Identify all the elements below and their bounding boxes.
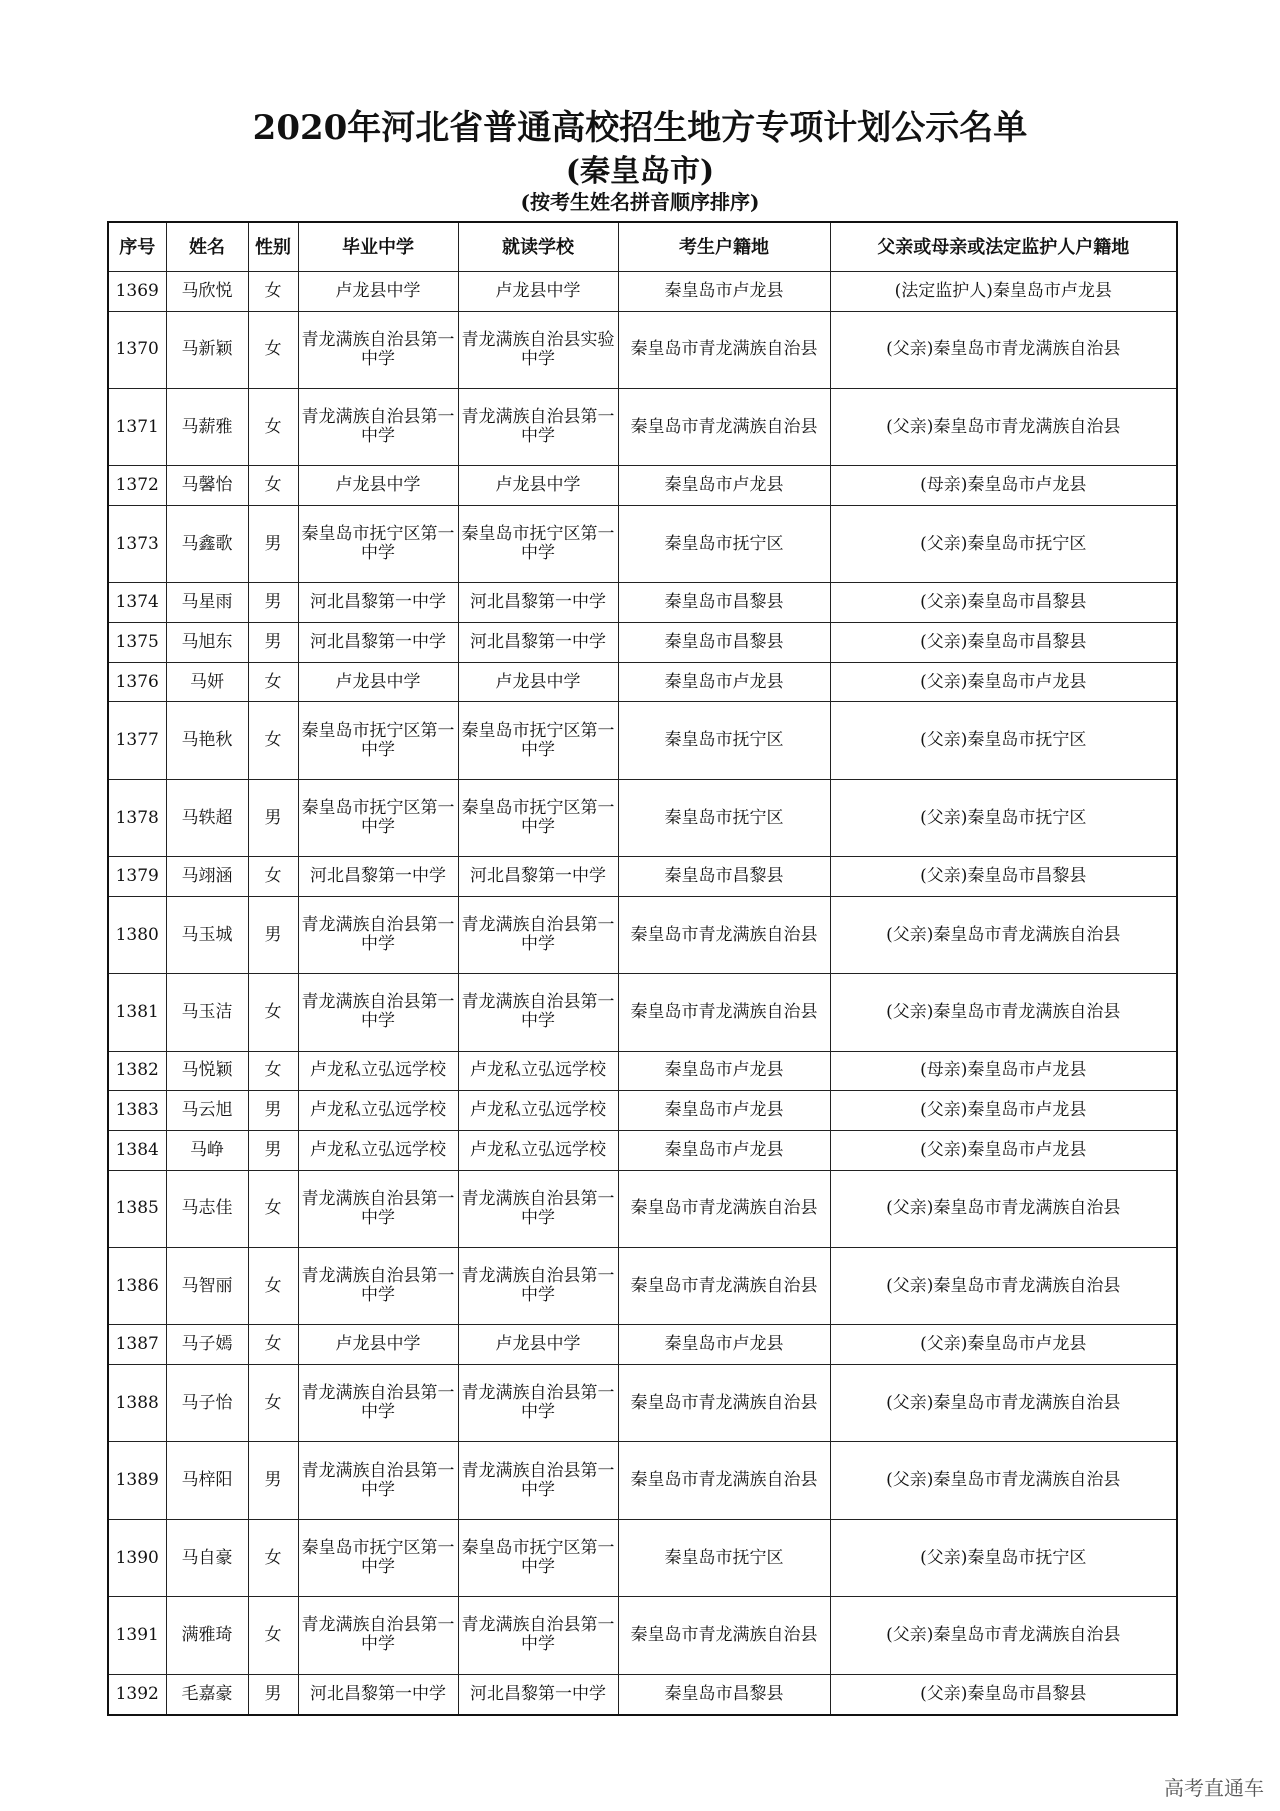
- table-cell: 1373: [108, 506, 166, 583]
- table-cell: 毛嘉豪: [166, 1674, 248, 1715]
- table-cell: 卢龙县中学: [458, 662, 618, 702]
- table-cell: 青龙满族自治县第一中学: [298, 1597, 458, 1674]
- table-cell: 河北昌黎第一中学: [458, 583, 618, 623]
- table-cell: (父亲)秦皇岛市抚宁区: [830, 506, 1177, 583]
- table-row: [108, 662, 1177, 702]
- table-cell: 女: [248, 1519, 298, 1596]
- table-cell: (父亲)秦皇岛市卢龙县: [830, 1325, 1177, 1365]
- table-cell: 马子嫣: [166, 1325, 248, 1365]
- table-cell: 满雅琦: [166, 1597, 248, 1674]
- table-cell: 1370: [108, 311, 166, 388]
- table-cell: 马玉洁: [166, 974, 248, 1051]
- table-cell: 青龙满族自治县第一中学: [458, 389, 618, 466]
- table-cell: (父亲)秦皇岛市青龙满族自治县: [830, 311, 1177, 388]
- table-body: [108, 272, 1177, 1716]
- table-cell: (父亲)秦皇岛市昌黎县: [830, 857, 1177, 897]
- table-cell: 女: [248, 272, 298, 312]
- table-cell: 河北昌黎第一中学: [298, 623, 458, 663]
- table-cell: 马子怡: [166, 1365, 248, 1442]
- table-cell: 青龙满族自治县第一中学: [298, 974, 458, 1051]
- table-cell: 女: [248, 1248, 298, 1325]
- table-cell: 秦皇岛市青龙满族自治县: [618, 896, 830, 973]
- table-cell: 女: [248, 857, 298, 897]
- table-cell: 女: [248, 702, 298, 779]
- table-row: [108, 974, 1177, 1051]
- table-cell: 卢龙县中学: [458, 1325, 618, 1365]
- table-cell: 秦皇岛市抚宁区第一中学: [458, 702, 618, 779]
- table-cell: 男: [248, 1131, 298, 1171]
- table-cell: 卢龙私立弘远学校: [298, 1131, 458, 1171]
- table-row: [108, 896, 1177, 973]
- table-row: [108, 779, 1177, 856]
- table-cell: 马妍: [166, 662, 248, 702]
- table-row: [108, 583, 1177, 623]
- table-header-row: [108, 222, 1177, 272]
- table-cell: (父亲)秦皇岛市青龙满族自治县: [830, 896, 1177, 973]
- table-cell: 秦皇岛市青龙满族自治县: [618, 1248, 830, 1325]
- table-cell: 卢龙私立弘远学校: [458, 1131, 618, 1171]
- table-cell: 秦皇岛市抚宁区第一中学: [298, 702, 458, 779]
- table-cell: 女: [248, 662, 298, 702]
- table-cell: 青龙满族自治县第一中学: [458, 1248, 618, 1325]
- table-cell: 1379: [108, 857, 166, 897]
- table-cell: (父亲)秦皇岛市卢龙县: [830, 1091, 1177, 1131]
- table-cell: 秦皇岛市青龙满族自治县: [618, 974, 830, 1051]
- table-cell: 1386: [108, 1248, 166, 1325]
- column-header: 姓名: [166, 222, 248, 272]
- table-cell: 马梓阳: [166, 1442, 248, 1519]
- table-cell: 秦皇岛市卢龙县: [618, 1091, 830, 1131]
- table-cell: 1384: [108, 1131, 166, 1171]
- table-cell: 马云旭: [166, 1091, 248, 1131]
- table-cell: 青龙满族自治县第一中学: [298, 311, 458, 388]
- table-cell: 男: [248, 583, 298, 623]
- table-row: [108, 1325, 1177, 1365]
- table-row: [108, 1170, 1177, 1247]
- table-cell: 男: [248, 896, 298, 973]
- column-header: 毕业中学: [298, 222, 458, 272]
- table-cell: 1385: [108, 1170, 166, 1247]
- table-row: [108, 1442, 1177, 1519]
- table-cell: 秦皇岛市青龙满族自治县: [618, 1442, 830, 1519]
- table-row: [108, 857, 1177, 897]
- table-cell: 1376: [108, 662, 166, 702]
- table-cell: 秦皇岛市卢龙县: [618, 1051, 830, 1091]
- roster-table: [107, 221, 1178, 1716]
- table-cell: 卢龙县中学: [458, 272, 618, 312]
- table-cell: (法定监护人)秦皇岛市卢龙县: [830, 272, 1177, 312]
- table-cell: 女: [248, 311, 298, 388]
- table-cell: 青龙满族自治县第一中学: [298, 1365, 458, 1442]
- table-cell: (母亲)秦皇岛市卢龙县: [830, 1051, 1177, 1091]
- table-cell: 1374: [108, 583, 166, 623]
- table-cell: 卢龙私立弘远学校: [458, 1091, 618, 1131]
- table-cell: 马旭东: [166, 623, 248, 663]
- table-cell: 卢龙县中学: [298, 1325, 458, 1365]
- table-cell: 秦皇岛市青龙满族自治县: [618, 1597, 830, 1674]
- table-cell: 马星雨: [166, 583, 248, 623]
- table-row: [108, 1365, 1177, 1442]
- table-cell: 秦皇岛市青龙满族自治县: [618, 1365, 830, 1442]
- table-cell: 1387: [108, 1325, 166, 1365]
- table-cell: (父亲)秦皇岛市青龙满族自治县: [830, 1442, 1177, 1519]
- page-title: 2020年河北省普通高校招生地方专项计划公示名单: [252, 108, 1028, 148]
- table-cell: 1390: [108, 1519, 166, 1596]
- table-cell: 男: [248, 1674, 298, 1715]
- table-row: [108, 1674, 1177, 1715]
- table-cell: 马智丽: [166, 1248, 248, 1325]
- table-cell: 马悦颖: [166, 1051, 248, 1091]
- table-cell: 青龙满族自治县实验中学: [458, 311, 618, 388]
- sort-note: (按考生姓名拼音顺序排序): [520, 190, 760, 214]
- table-row: [108, 1248, 1177, 1325]
- table-row: [108, 466, 1177, 506]
- table-cell: 秦皇岛市抚宁区第一中学: [458, 506, 618, 583]
- table-cell: 秦皇岛市抚宁区: [618, 506, 830, 583]
- table-cell: 河北昌黎第一中学: [458, 857, 618, 897]
- table-cell: 女: [248, 389, 298, 466]
- table-row: [108, 702, 1177, 779]
- table-cell: (父亲)秦皇岛市青龙满族自治县: [830, 1365, 1177, 1442]
- table-cell: 1375: [108, 623, 166, 663]
- table-cell: 1388: [108, 1365, 166, 1442]
- table-cell: 河北昌黎第一中学: [298, 583, 458, 623]
- table-cell: 1372: [108, 466, 166, 506]
- table-cell: (父亲)秦皇岛市青龙满族自治县: [830, 974, 1177, 1051]
- table-cell: 1380: [108, 896, 166, 973]
- table-row: [108, 1597, 1177, 1674]
- table-cell: (父亲)秦皇岛市抚宁区: [830, 1519, 1177, 1596]
- table-cell: 马欣悦: [166, 272, 248, 312]
- table-cell: 秦皇岛市抚宁区第一中学: [298, 779, 458, 856]
- table-cell: 秦皇岛市抚宁区第一中学: [458, 779, 618, 856]
- table-row: [108, 1131, 1177, 1171]
- table-cell: 1389: [108, 1442, 166, 1519]
- table-cell: 秦皇岛市卢龙县: [618, 1325, 830, 1365]
- table-cell: 秦皇岛市卢龙县: [618, 272, 830, 312]
- table-cell: 秦皇岛市青龙满族自治县: [618, 1170, 830, 1247]
- table-cell: (父亲)秦皇岛市抚宁区: [830, 779, 1177, 856]
- table-cell: (父亲)秦皇岛市抚宁区: [830, 702, 1177, 779]
- table-cell: 青龙满族自治县第一中学: [298, 1442, 458, 1519]
- column-header: 序号: [108, 222, 166, 272]
- table-cell: 马峥: [166, 1131, 248, 1171]
- table-cell: 河北昌黎第一中学: [458, 1674, 618, 1715]
- table-cell: 卢龙私立弘远学校: [298, 1051, 458, 1091]
- table-cell: 青龙满族自治县第一中学: [458, 1170, 618, 1247]
- table-cell: 卢龙县中学: [458, 466, 618, 506]
- table-cell: 1392: [108, 1674, 166, 1715]
- table-cell: 青龙满族自治县第一中学: [458, 1365, 618, 1442]
- table-cell: 1382: [108, 1051, 166, 1091]
- table-cell: 卢龙县中学: [298, 272, 458, 312]
- table-cell: 秦皇岛市青龙满族自治县: [618, 311, 830, 388]
- table-row: [108, 389, 1177, 466]
- table-cell: 秦皇岛市抚宁区: [618, 1519, 830, 1596]
- table-cell: 马馨怡: [166, 466, 248, 506]
- table-cell: 秦皇岛市抚宁区第一中学: [298, 506, 458, 583]
- table-cell: 秦皇岛市昌黎县: [618, 583, 830, 623]
- table-cell: 男: [248, 779, 298, 856]
- table-cell: 卢龙私立弘远学校: [458, 1051, 618, 1091]
- table-cell: 卢龙县中学: [298, 466, 458, 506]
- table-cell: 青龙满族自治县第一中学: [298, 896, 458, 973]
- column-header: 就读学校: [458, 222, 618, 272]
- table-cell: 马新颖: [166, 311, 248, 388]
- table-cell: 青龙满族自治县第一中学: [458, 896, 618, 973]
- table-cell: 秦皇岛市昌黎县: [618, 1674, 830, 1715]
- table-cell: 秦皇岛市青龙满族自治县: [618, 389, 830, 466]
- watermark: 高考直通车: [1164, 1776, 1264, 1800]
- table-cell: 1377: [108, 702, 166, 779]
- table-cell: (父亲)秦皇岛市青龙满族自治县: [830, 1248, 1177, 1325]
- table-cell: 1378: [108, 779, 166, 856]
- table-cell: 女: [248, 1170, 298, 1247]
- table-cell: 1369: [108, 272, 166, 312]
- table-cell: 女: [248, 1051, 298, 1091]
- column-header: 考生户籍地: [618, 222, 830, 272]
- table-cell: 青龙满族自治县第一中学: [298, 1248, 458, 1325]
- column-header: 父亲或母亲或法定监护人户籍地: [830, 222, 1177, 272]
- table-cell: 青龙满族自治县第一中学: [298, 389, 458, 466]
- table-cell: 马玉城: [166, 896, 248, 973]
- page-subtitle: (秦皇岛市): [565, 154, 715, 189]
- table-cell: 秦皇岛市抚宁区第一中学: [298, 1519, 458, 1596]
- table-cell: 青龙满族自治县第一中学: [458, 1597, 618, 1674]
- table-cell: 马翊涵: [166, 857, 248, 897]
- table-row: [108, 506, 1177, 583]
- table-cell: 马鑫歌: [166, 506, 248, 583]
- table-cell: 秦皇岛市卢龙县: [618, 466, 830, 506]
- table-cell: 1391: [108, 1597, 166, 1674]
- table-cell: 秦皇岛市抚宁区: [618, 702, 830, 779]
- table-cell: 秦皇岛市抚宁区: [618, 779, 830, 856]
- table-cell: 女: [248, 1325, 298, 1365]
- table-row: [108, 272, 1177, 312]
- table-cell: 河北昌黎第一中学: [458, 623, 618, 663]
- table-cell: (父亲)秦皇岛市昌黎县: [830, 1674, 1177, 1715]
- table-cell: 女: [248, 1597, 298, 1674]
- table-cell: 女: [248, 466, 298, 506]
- table-row: [108, 1519, 1177, 1596]
- table-row: [108, 1091, 1177, 1131]
- table-cell: 马志佳: [166, 1170, 248, 1247]
- table-cell: 马自豪: [166, 1519, 248, 1596]
- table-cell: 秦皇岛市昌黎县: [618, 623, 830, 663]
- table-cell: (父亲)秦皇岛市卢龙县: [830, 662, 1177, 702]
- table-cell: 秦皇岛市卢龙县: [618, 662, 830, 702]
- table-cell: 1381: [108, 974, 166, 1051]
- table-cell: 河北昌黎第一中学: [298, 857, 458, 897]
- table-cell: 卢龙私立弘远学校: [298, 1091, 458, 1131]
- table-cell: 秦皇岛市昌黎县: [618, 857, 830, 897]
- table-cell: 女: [248, 1365, 298, 1442]
- table-cell: 1371: [108, 389, 166, 466]
- table-cell: 马艳秋: [166, 702, 248, 779]
- table-cell: 男: [248, 506, 298, 583]
- table-cell: 河北昌黎第一中学: [298, 1674, 458, 1715]
- table-cell: 马轶超: [166, 779, 248, 856]
- table-cell: 男: [248, 1091, 298, 1131]
- table-cell: 男: [248, 623, 298, 663]
- table-row: [108, 623, 1177, 663]
- column-header: 性别: [248, 222, 298, 272]
- table-cell: 男: [248, 1442, 298, 1519]
- table-cell: (父亲)秦皇岛市卢龙县: [830, 1131, 1177, 1171]
- table-cell: 秦皇岛市抚宁区第一中学: [458, 1519, 618, 1596]
- table-cell: (父亲)秦皇岛市青龙满族自治县: [830, 389, 1177, 466]
- table-cell: (父亲)秦皇岛市昌黎县: [830, 623, 1177, 663]
- table-cell: 青龙满族自治县第一中学: [458, 1442, 618, 1519]
- table-cell: 秦皇岛市卢龙县: [618, 1131, 830, 1171]
- table-cell: 马薪雅: [166, 389, 248, 466]
- table-cell: (父亲)秦皇岛市青龙满族自治县: [830, 1597, 1177, 1674]
- table-row: [108, 1051, 1177, 1091]
- table-cell: 青龙满族自治县第一中学: [298, 1170, 458, 1247]
- table-cell: (母亲)秦皇岛市卢龙县: [830, 466, 1177, 506]
- table-cell: (父亲)秦皇岛市青龙满族自治县: [830, 1170, 1177, 1247]
- table-cell: 卢龙县中学: [298, 662, 458, 702]
- table-cell: 1383: [108, 1091, 166, 1131]
- table-cell: 青龙满族自治县第一中学: [458, 974, 618, 1051]
- table-row: [108, 311, 1177, 388]
- table-cell: 女: [248, 974, 298, 1051]
- table-cell: (父亲)秦皇岛市昌黎县: [830, 583, 1177, 623]
